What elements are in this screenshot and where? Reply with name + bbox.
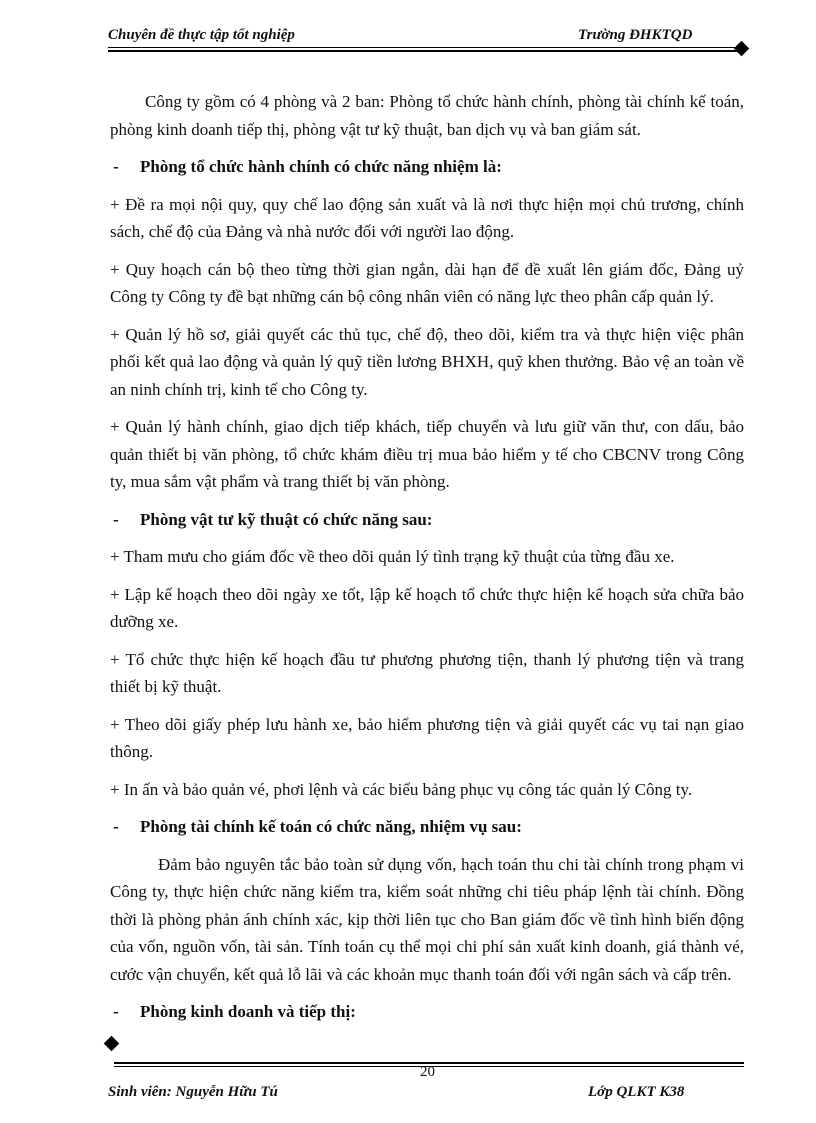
heading-text: Phòng tổ chức hành chính có chức năng nhiệm là: xyxy=(140,157,502,176)
intro-paragraph: Công ty gồm có 4 phòng và 2 ban: Phòng tổ chức hành chính, phòng tài chính kế toán, phòng kinh doanh tiếp thị, phòng vật tư kỹ thuật, ban dịch vụ và ban giám sát. xyxy=(110,92,744,139)
header-diamond-icon xyxy=(734,41,750,57)
paragraph: + Đề ra mọi nội quy, quy chế lao động sản xuất và là nơi thực hiện mọi chủ trương, chính sách, chế độ của Đảng và nhà nước đối với người lao động. xyxy=(110,194,744,241)
header-left-title: Chuyên đề thực tập tốt nghiệp xyxy=(108,27,295,43)
section-heading-technical xyxy=(110,506,744,534)
paragraph: + Theo dõi giấy phép lưu hành xe, bảo hiểm phương tiện và giải quyết các vụ tai nạn giao thông. xyxy=(110,714,744,761)
paragraph: Đảm bảo nguyên tắc bảo toàn sử dụng vốn, hạch toán thu chi tài chính trong phạm vi Công ty, thực hiện chức năng kiểm tra, kiểm soát những chi tiêu pháp lệnh tài chính. Đồng thời là phòng phản ánh chính xác, kịp thời liên tục cho Ban giám đốc về tình hình biến động của vốn, nguồn vốn, tài sản. Tính toán cụ thể mọi chi phí sản xuất kinh doanh, giá thành vé, cước vận chuyển, kết quả lỗ lãi và các khoản mục thanh toán đối với ngân sách và cấp trên. xyxy=(110,854,744,984)
heading-text: Phòng vật tư kỹ thuật có chức năng sau: xyxy=(140,509,433,529)
header-rule-thick xyxy=(108,50,738,52)
header-right-title: Trường ĐHKTQD xyxy=(578,27,693,43)
bullet-dash: - xyxy=(113,1002,119,1021)
paragraph: + Lập kế hoạch theo dõi ngày xe tốt, lập kế hoạch tổ chức thực hiện kế hoạch sửa chữa bảo dưỡng xe. xyxy=(110,584,744,631)
page-footer xyxy=(104,1036,754,1106)
paragraph: + Quản lý hành chính, giao dịch tiếp khách, tiếp chuyển và lưu giữ văn thư, con dấu, bảo quản thiết bị văn phòng, tổ chức khám điều trị mua bảo hiểm y tế cho CBCNV trong Công ty, mua sắm vật phẩm và trang thiết bị văn phòng. xyxy=(110,417,744,491)
paragraph: + Tham mưu cho giám đốc về theo dõi quản lý tình trạng kỹ thuật của từng đầu xe. xyxy=(110,547,675,566)
page-header xyxy=(108,27,748,57)
paragraph: + Quy hoạch cán bộ theo từng thời gian ngắn, dài hạn để đề xuất lên giám đốc, Đảng uỷ Công ty Công ty đề bạt những cán bộ công nhân viên có năng lực theo phân cấp quản lý. xyxy=(110,259,744,306)
footer-class: Lớp QLKT K38 xyxy=(588,1084,685,1100)
paragraph: + Tổ chức thực hiện kế hoạch đầu tư phương phương tiện, thanh lý phương tiện và trang thiết bị kỹ thuật. xyxy=(110,649,744,696)
paragraph: + In ấn và bảo quản vé, phơi lệnh và các biểu bảng phục vụ công tác quản lý Công ty. xyxy=(110,779,693,799)
paragraph: + Quản lý hồ sơ, giải quyết các thủ tục, chế độ, theo dõi, kiểm tra và thực hiện việc phân phối kết quả lao động và quản lý quỹ tiền lương BHXH, quỹ khen thưởng. Bảo vệ an toàn về an ninh chính trị, kinh tế cho Công ty. xyxy=(110,324,744,399)
heading-text: Phòng kinh doanh và tiếp thị: xyxy=(140,1002,356,1021)
heading-text: Phòng tài chính kế toán có chức năng, nhiệm vụ sau: xyxy=(140,817,522,836)
header-rule xyxy=(108,47,738,48)
document-body xyxy=(110,88,744,1036)
section-heading-hr xyxy=(110,153,744,181)
page-number: 20 xyxy=(420,1064,435,1080)
footer-diamond-icon xyxy=(104,1036,120,1052)
bullet-dash: - xyxy=(113,509,119,529)
section-heading-marketing xyxy=(110,998,744,1026)
bullet-dash: - xyxy=(113,817,119,836)
section-heading-finance xyxy=(110,813,744,841)
footer-student-name: Sinh viên: Nguyễn Hữu Tú xyxy=(108,1084,278,1100)
bullet-dash: - xyxy=(113,157,119,176)
